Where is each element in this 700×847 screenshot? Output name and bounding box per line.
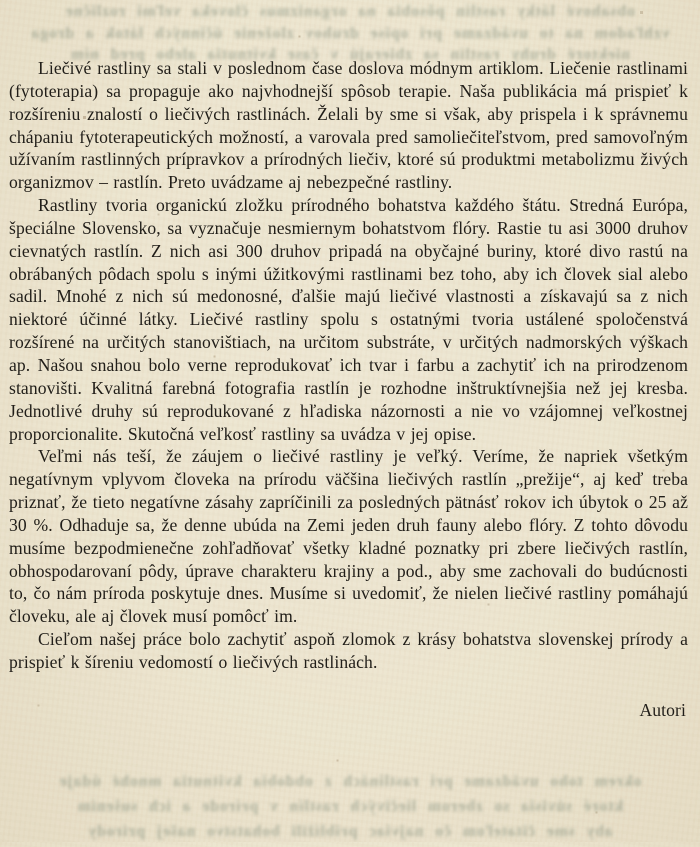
bleedthrough-line: obsahové látky rastlín pôsobia na organizmus človeka veľmi rozlične xyxy=(65,3,635,20)
paragraph-4: Cieľom našej práce bolo zachytiť aspoň zlomok z krásy bohatstva slovenskej prírody a prispieť k šíreniu vedomostí o liečivých rastlinách. xyxy=(9,629,688,672)
bleedthrough-bottom xyxy=(0,772,700,847)
bleedthrough-line: ktoré súvisia so zberom liečivých rastlín v prírode a ich sušením xyxy=(76,798,624,815)
bleedthrough-line: okrem toho uvádzame pri rastlinách z obdobia kvitnutia mnohé údaje xyxy=(58,773,642,790)
paper-speckles xyxy=(0,0,1,1)
bleedthrough-line: aby sme čitateľom čo najviac priblížili bohatstvo našej prírody xyxy=(87,823,613,840)
foreword-text-block xyxy=(9,57,688,722)
paragraph-1: Liečivé rastliny sa stali v poslednom čase doslova módnym artiklom. Liečenie rastlinami (fytoterapia) sa propaguje ako najvhodnejší spôsob terapie. Naša publikácia má prispieť k rozšíreniu znalostí o liečivých rastlinách. Želali by sme si však, aby prispela i k správnemu chápaniu fytoterapeutických možností, a varovala pred samoliečiteľstvom, pred samovoľným užívaním rastlinných prípravkov a prírodných liečiv, ktoré sú produktmi metabolizmu živých organizmov – rastlín. Preto uvádzame aj nebezpečné rastliny. xyxy=(9,58,688,193)
signature-autori: Autori xyxy=(639,699,686,720)
bleedthrough-line: niektoré druhy rastlín sa zbierajú v čase kvitnutia alebo pred ním xyxy=(70,46,630,63)
paragraph-3: Veľmi nás teší, že záujem o liečivé rastliny je veľký. Veríme, že napriek všetkým negatívnym vplyvom človeka na prírodu väčšina liečivých rastlín „prežije“, aj keď treba priznať, že tieto negatívne zásahy zapríčinili za posledných pätnásť rokov ich úbytok o 25 až 30 %. Odhaduje sa, že denne ubúda na Zemi jeden druh fauny alebo flóry. Z tohto dôvodu musíme bezpodmienečne zohľadňovať všetky kladné poznatky pri zbere liečivých rastlín, obhospodarovaní pôdy, úprave charakteru krajiny a pod., aby sme zachovali do budúcnosti to, čo nám príroda poskytuje dnes. Musíme si uvedomiť, že nielen liečivé rastliny pomáhajú človeku, ale aj človek musí pomôcť im. xyxy=(9,446,688,627)
bleedthrough-line: vzhľadom na to uvádzame pri opise druhov zloženie účinných látok a droga xyxy=(30,24,670,42)
paragraph-2: Rastliny tvoria organickú zložku prírodného bohatstva každého štátu. Stredná Európa, špeciálne Slovensko, sa vyznačuje nesmiernym bohatstvom flóry. Rastie tu asi 3000 druhov cievnatých rastlín. Z nich asi 300 druhov pripadá na obyčajné buriny, ktoré divo rastú na obrábaných pôdach spolu s inými úžitkovými rastlinami bez toho, aby ich človek sial alebo sadil. Mnohé z nich sú medonosné, ďalšie majú liečivé vlastnosti a získavajú sa z nich niektoré účinné látky. Liečivé rastliny spolu s ostatnými tvoria ustálené spoločenstvá rozšírené na určitých stanovištiach, na určitom substráte, v určitých nadmorských výškach ap. Našou snahou bolo verne reprodukovať ich tvar i farbu a zachytiť ich na prirodzenom stanovišti. Kvalitná farebná fotografia rastlín je rozhodne inštruktívnejšia než jej kresba. Jednotlivé druhy sú reprodukované z hľadiska názornosti a nie vo vzájomnej veľkostnej proporcionalite. Skutočná veľkosť rastliny sa uvádza v jej opise. xyxy=(9,195,688,444)
